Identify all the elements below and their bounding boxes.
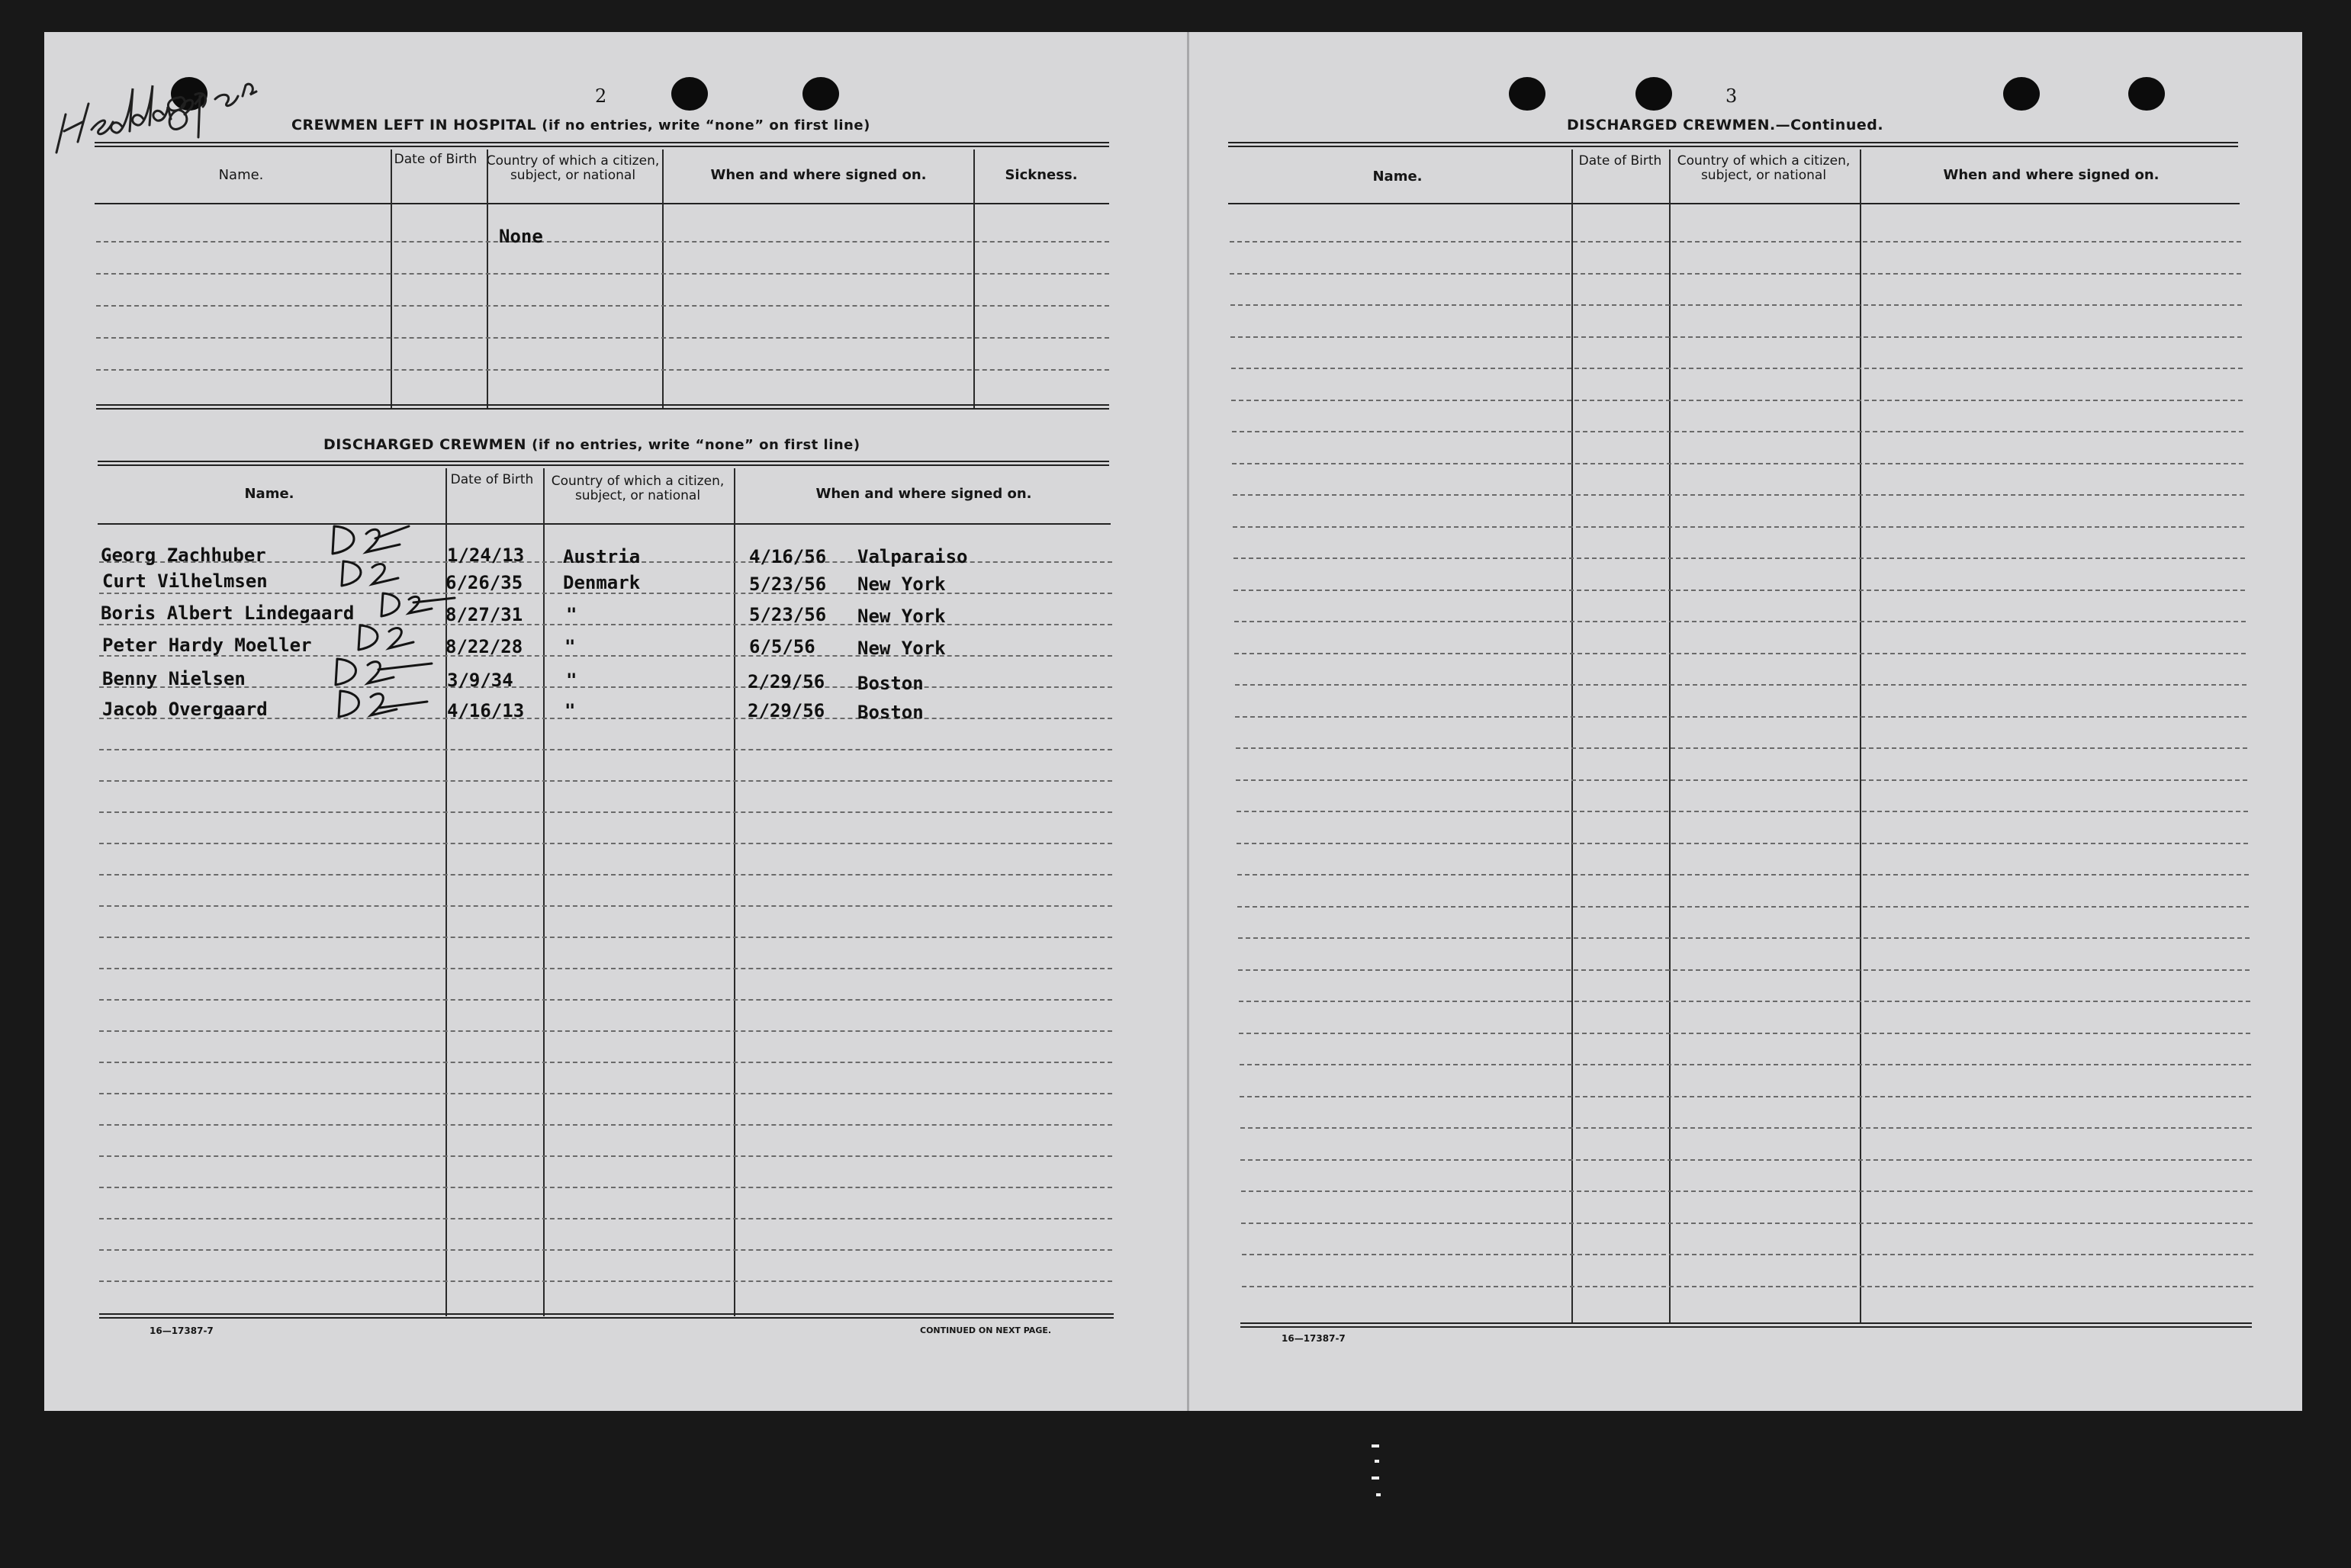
entry-line xyxy=(1233,494,2244,496)
discharged-top-rule xyxy=(98,461,1109,466)
punch-hole xyxy=(171,77,207,111)
entry-line xyxy=(99,624,1112,625)
crew-name: Peter Hardy Moeller xyxy=(102,635,312,656)
hospital-entry-line xyxy=(96,305,1109,307)
entry-line xyxy=(1240,1064,2251,1065)
crew-dob: 4/16/13 xyxy=(447,700,525,721)
crew-country: " xyxy=(564,700,576,721)
crew-name: Boris Albert Lindegaard xyxy=(101,602,355,624)
entry-line xyxy=(99,905,1112,907)
discharged-col-name: Name. xyxy=(244,486,294,502)
discharged-col-dob: Date of Birth xyxy=(450,472,534,487)
crew-signed-date: 2/29/56 xyxy=(748,671,825,692)
crew-dob: 6/26/35 xyxy=(445,572,523,593)
entry-line xyxy=(1239,1001,2250,1002)
punch-hole xyxy=(802,77,839,111)
hospital-entry-none: None xyxy=(499,226,543,247)
entry-line xyxy=(1234,653,2246,654)
discharged-note: (if no entries, write “none” on first line) xyxy=(532,437,860,453)
crew-dob: 1/24/13 xyxy=(447,545,525,566)
right-col-country: Country of which a citizen, subject, or national xyxy=(1677,153,1851,183)
entry-line xyxy=(1236,779,2247,781)
entry-line xyxy=(99,1280,1112,1282)
right-col-divider xyxy=(1860,149,1861,1324)
punch-hole xyxy=(1635,77,1672,111)
entry-line xyxy=(1237,874,2249,876)
crew-signed-place: Valparaiso xyxy=(857,546,968,567)
right-col-name: Name. xyxy=(1372,169,1423,185)
entry-line xyxy=(1231,368,2243,369)
punch-hole xyxy=(2003,77,2040,111)
entry-line xyxy=(1240,1127,2252,1129)
entry-line xyxy=(1237,843,2248,844)
crew-signed-date: 4/16/56 xyxy=(749,546,827,567)
discharged-col-signed: When and where signed on. xyxy=(815,486,1032,502)
entry-line xyxy=(99,999,1112,1001)
crew-country: " xyxy=(564,636,576,657)
entry-line xyxy=(1233,526,2244,528)
discharged-bottom-rule xyxy=(99,1313,1114,1319)
crew-dob: 8/22/28 xyxy=(445,636,523,657)
crew-signed-date: 6/5/56 xyxy=(749,636,815,657)
hospital-entry-line xyxy=(96,337,1109,339)
entry-line xyxy=(99,1187,1112,1188)
entry-line xyxy=(1241,1223,2253,1224)
hospital-col-dob: Date of Birth xyxy=(394,152,478,167)
crew-dob: 8/27/31 xyxy=(445,604,523,625)
crew-signed-place: Boston xyxy=(857,702,924,723)
entry-line xyxy=(1242,1254,2253,1255)
entry-line xyxy=(1242,1286,2253,1287)
crew-signed-date: 5/23/56 xyxy=(749,604,827,625)
right-bottom-rule xyxy=(1240,1322,2252,1328)
punch-hole xyxy=(1509,77,1545,111)
entry-line xyxy=(99,1218,1112,1219)
entry-line xyxy=(1234,621,2246,622)
right-col-divider xyxy=(1571,149,1573,1324)
entry-line xyxy=(1232,463,2243,464)
hospital-entry-line xyxy=(96,241,1109,243)
discharged-col-divider xyxy=(543,468,545,1316)
entry-line xyxy=(1240,1096,2251,1097)
discharged-col-country: Country of which a citizen, subject, or national xyxy=(551,474,725,503)
hospital-col-sickness: Sickness. xyxy=(1005,167,1078,183)
entry-line xyxy=(99,686,1112,688)
discharged-col-divider xyxy=(734,468,735,1316)
entry-line xyxy=(1233,557,2245,559)
crew-country: Austria xyxy=(563,546,641,567)
entry-line xyxy=(1237,906,2249,908)
entry-line xyxy=(1230,241,2241,243)
entry-line xyxy=(1241,1190,2253,1192)
crew-signed-date: 5/23/56 xyxy=(749,574,827,595)
hospital-entry-line xyxy=(96,273,1109,275)
entry-line xyxy=(1235,716,2246,718)
form-number-right: 16—17387-7 xyxy=(1282,1333,1346,1344)
entry-line xyxy=(1230,304,2242,306)
entry-line xyxy=(99,780,1112,782)
hospital-title: CREWMEN LEFT IN HOSPITAL xyxy=(291,117,537,133)
entry-line xyxy=(1239,1033,2250,1034)
entry-line xyxy=(1235,684,2246,686)
right-top-rule xyxy=(1228,142,2238,147)
crew-country: " xyxy=(566,604,577,625)
entry-line xyxy=(1231,400,2243,401)
hospital-entry-line xyxy=(96,369,1109,371)
entry-line xyxy=(99,811,1112,813)
entry-line xyxy=(1236,747,2247,749)
hospital-col-signed: When and where signed on. xyxy=(710,167,927,183)
crew-dob: 3/9/34 xyxy=(447,670,513,691)
punch-hole xyxy=(671,77,708,111)
crew-name: Jacob Overgaard xyxy=(102,699,268,720)
entry-line xyxy=(99,1249,1112,1251)
page-number-right: 3 xyxy=(1725,85,1738,107)
page-number-left: 2 xyxy=(595,85,607,107)
hospital-note: (if no entries, write “none” on first line) xyxy=(542,117,870,133)
entry-line xyxy=(99,1030,1112,1032)
entry-line xyxy=(1232,431,2243,432)
entry-line xyxy=(99,843,1112,844)
entry-line xyxy=(99,874,1112,876)
right-section-title: DISCHARGED CREWMEN.—Continued. xyxy=(1567,117,1884,133)
entry-line xyxy=(1238,937,2250,939)
entry-line xyxy=(1237,811,2248,812)
page-fold xyxy=(1187,32,1189,1411)
entry-line xyxy=(1230,336,2242,338)
hospital-col-name: Name. xyxy=(218,167,264,183)
entry-line xyxy=(1233,590,2245,591)
entry-line xyxy=(99,937,1112,938)
form-number-left: 16—17387-7 xyxy=(150,1325,214,1336)
hospital-col-country: Country of which a citizen, subject, or national xyxy=(486,153,660,183)
crew-signed-place: New York xyxy=(857,638,946,659)
hospital-header-rule xyxy=(95,203,1109,204)
hospital-section-title xyxy=(291,117,870,133)
entry-line xyxy=(99,1155,1112,1157)
film-frame-mark xyxy=(1375,1460,1379,1463)
crew-name: Benny Nielsen xyxy=(102,668,246,689)
film-frame-mark xyxy=(1376,1493,1381,1496)
entry-line xyxy=(99,749,1112,750)
entry-line xyxy=(1238,969,2250,971)
discharged-header-rule xyxy=(98,523,1111,525)
crew-signed-place: New York xyxy=(857,574,946,595)
discharged-col-divider xyxy=(445,468,447,1316)
right-col-signed: When and where signed on. xyxy=(1943,167,2160,183)
entry-line xyxy=(99,968,1112,969)
right-col-dob: Date of Birth xyxy=(1578,153,1662,169)
discharged-section-title xyxy=(323,436,860,453)
crew-country: " xyxy=(566,670,577,691)
entry-line xyxy=(1240,1159,2252,1161)
discharged-title: DISCHARGED CREWMEN xyxy=(323,436,526,453)
entry-line xyxy=(99,1062,1112,1063)
crew-name: Georg Zachhuber xyxy=(101,545,266,566)
hospital-bottom-rule xyxy=(96,404,1109,410)
hospital-top-rule xyxy=(95,142,1109,147)
crew-name: Curt Vilhelmsen xyxy=(102,570,268,592)
crew-signed-place: Boston xyxy=(857,673,924,694)
crew-signed-place: New York xyxy=(857,606,946,627)
film-frame-mark xyxy=(1372,1476,1379,1480)
crew-country: Denmark xyxy=(563,572,641,593)
punch-hole xyxy=(2128,77,2165,111)
document-sheet xyxy=(44,32,2302,1411)
right-col-divider xyxy=(1669,149,1671,1324)
entry-line xyxy=(1230,273,2241,275)
crew-signed-date: 2/29/56 xyxy=(748,700,825,721)
entry-line xyxy=(99,1093,1112,1094)
right-header-rule xyxy=(1228,203,2240,204)
entry-line xyxy=(99,1124,1112,1126)
film-frame-mark xyxy=(1372,1444,1379,1448)
continued-note: CONTINUED ON NEXT PAGE. xyxy=(920,1325,1052,1335)
